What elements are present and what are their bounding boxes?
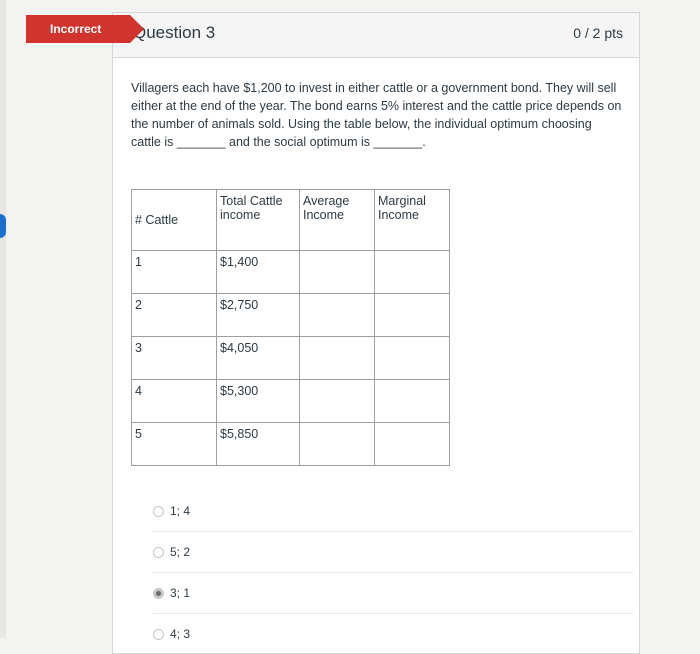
cell-total-income: $2,750 [217, 294, 300, 337]
table-row [132, 294, 450, 337]
table-row [132, 337, 450, 380]
answer-option[interactable] [153, 491, 633, 531]
status-badge-label: Incorrect [50, 22, 102, 36]
cell-average-income [300, 337, 375, 380]
cell-average-income [300, 380, 375, 423]
cell-total-income: $5,850 [217, 423, 300, 466]
status-badge [26, 15, 130, 43]
cell-marginal-income [375, 294, 450, 337]
cell-cattle: 2 [132, 294, 217, 337]
cattle-table [131, 189, 450, 466]
table-header-row [132, 190, 450, 251]
question-header [113, 13, 639, 58]
cell-cattle: 3 [132, 337, 217, 380]
cell-average-income [300, 423, 375, 466]
table-row [132, 423, 450, 466]
header-total-income: Total Cattle income [217, 190, 300, 251]
radio-button[interactable] [153, 506, 164, 517]
table-row [132, 251, 450, 294]
answer-option-selected[interactable] [153, 572, 633, 613]
question-card [112, 12, 640, 654]
cell-marginal-income [375, 337, 450, 380]
cell-total-income: $4,050 [217, 337, 300, 380]
question-title: Question 3 [133, 23, 216, 42]
radio-button-selected[interactable] [153, 588, 164, 599]
header-cattle: # Cattle [132, 190, 217, 251]
cell-cattle: 4 [132, 380, 217, 423]
cell-marginal-income [375, 423, 450, 466]
answer-label: 1; 4 [170, 504, 191, 518]
answer-label: 5; 2 [170, 545, 191, 559]
cell-cattle: 1 [132, 251, 217, 294]
table-row [132, 380, 450, 423]
question-text [131, 79, 623, 151]
cell-total-income: $1,400 [217, 251, 300, 294]
answer-option[interactable] [153, 613, 633, 654]
question-text-part2: and the social optimum is [225, 135, 374, 149]
question-points: 0 / 2 pts [573, 25, 623, 41]
cell-cattle: 5 [132, 423, 217, 466]
header-marginal-income: Marginal Income [375, 190, 450, 251]
blank-2: _______. [373, 135, 426, 149]
answer-options [153, 491, 633, 654]
answer-label: 4; 3 [170, 627, 191, 641]
answer-label: 3; 1 [170, 586, 191, 600]
question-text-part1: Villagers each have $1,200 to invest in either cattle or a government bond. They will sell either at the end of the year. The bond earns 5% interest and the cattle price depends on the number of animals sold. Using the table below, the individual optimum choosing cattle is [131, 81, 622, 149]
cell-marginal-income [375, 251, 450, 294]
cell-average-income [300, 294, 375, 337]
cell-average-income [300, 251, 375, 294]
blank-1: _______ [176, 135, 226, 149]
answer-option[interactable] [153, 531, 633, 572]
header-average-income: Average Income [300, 190, 375, 251]
side-tab[interactable] [0, 214, 6, 238]
page-edge [0, 0, 6, 638]
cell-marginal-income [375, 380, 450, 423]
cell-total-income: $5,300 [217, 380, 300, 423]
radio-button[interactable] [153, 547, 164, 558]
